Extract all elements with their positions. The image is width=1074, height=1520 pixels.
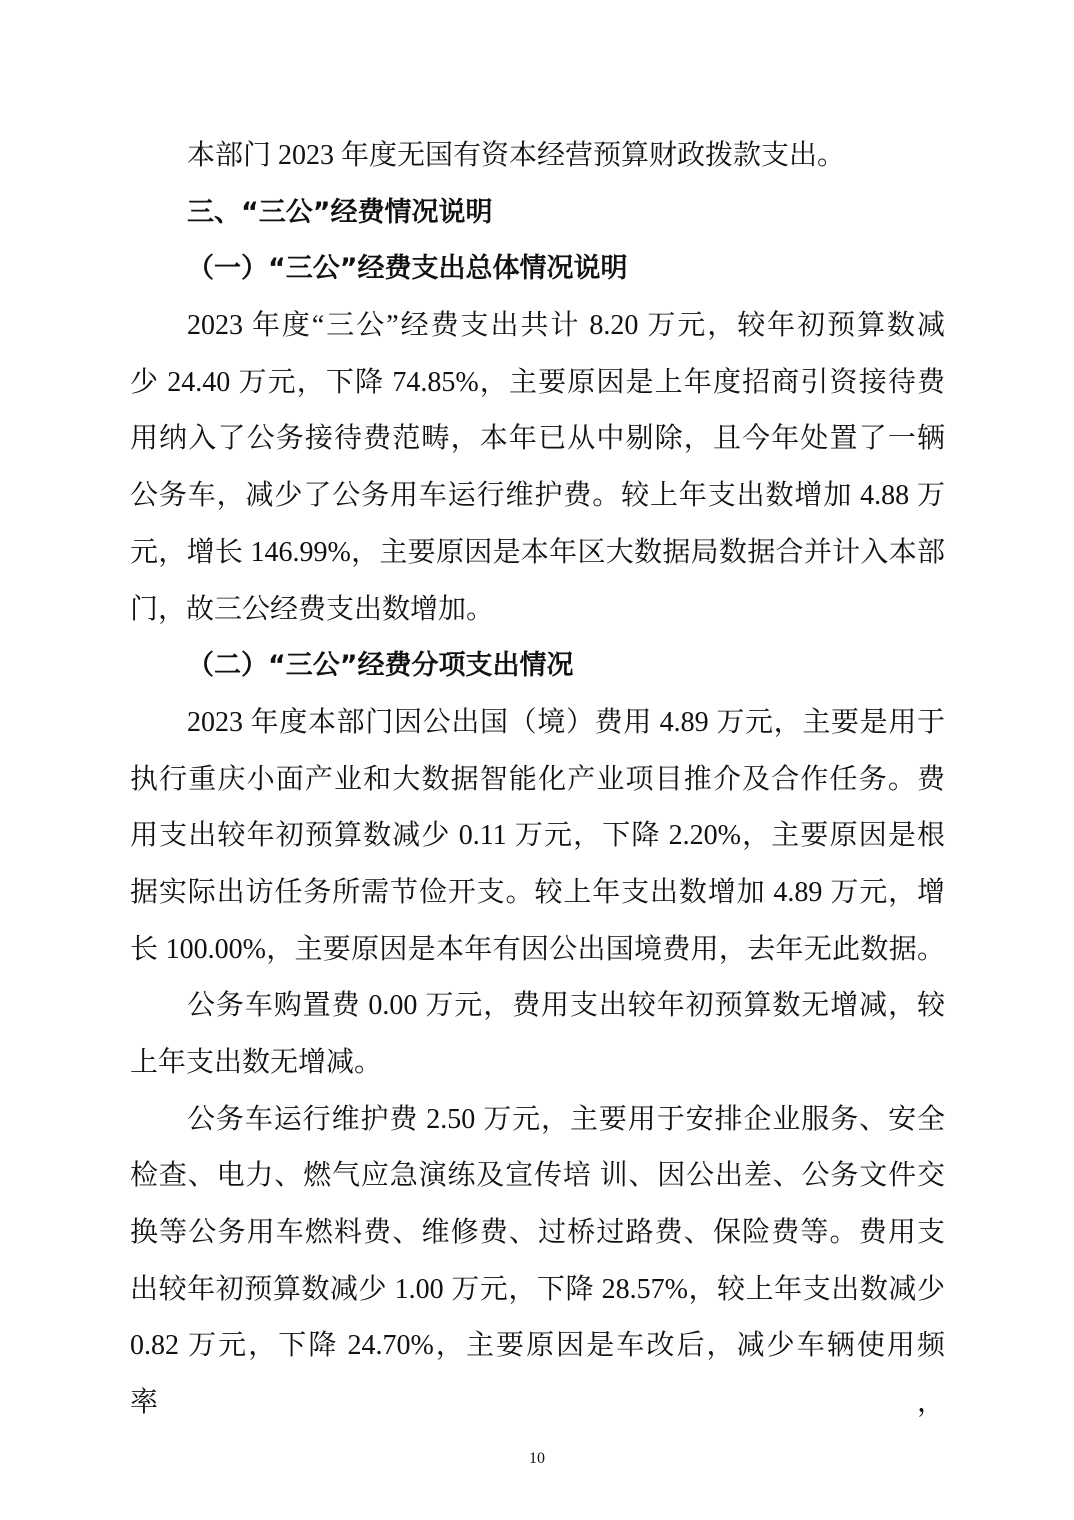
text-line: 换等公务用车燃料费、维修费、过桥过路费、保险费等。费用支 bbox=[130, 1217, 945, 1249]
text-line: 公务车，减少了公务用车运行维护费。较上年支出数增加 4.88 万 bbox=[130, 480, 945, 512]
section-heading: （二）“三公”经费分项支出情况 bbox=[187, 650, 574, 682]
text-line: 出较年初预算数减少 1.00 万元，下降 28.57%，较上年支出数减少 bbox=[130, 1273, 945, 1305]
text-line: 门，故三公经费支出数增加。 bbox=[130, 593, 495, 625]
text-line: 用支出较年初预算数减少 0.11 万元，下降 2.20%，主要原因是根 bbox=[130, 820, 945, 852]
text-line: 检查、电力、燃气应急演练及宣传培 训、因公出差、公务文件交 bbox=[130, 1160, 945, 1192]
text-line: 少 24.40 万元，下降 74.85%，主要原因是上年度招商引资接待费 bbox=[130, 366, 945, 398]
text-line: 本部门 2023 年度无国有资本经营预算财政拨款支出。 bbox=[187, 140, 846, 171]
text-line: 0.82 万元，下降 24.70%，主要原因是车改后，减少车辆使用频率， bbox=[130, 1330, 945, 1419]
text-line: 长 100.00%，主要原因是本年有因公出国境费用，去年无此数据。 bbox=[130, 933, 945, 965]
text-line: 公务车购置费 0.00 万元，费用支出较年初预算数无增减，较 bbox=[187, 990, 945, 1022]
text-line: 用纳入了公务接待费范畴，本年已从中剔除，且今年处置了一辆 bbox=[130, 423, 945, 455]
section-heading: （一）“三公”经费支出总体情况说明 bbox=[187, 253, 628, 285]
text-line: 元，增长 146.99%，主要原因是本年区大数据局数据合并计入本部 bbox=[130, 536, 945, 568]
page-number: 10 bbox=[529, 1450, 545, 1467]
section-heading: 三、“三公”经费情况说明 bbox=[187, 196, 493, 228]
document-body bbox=[130, 128, 945, 1419]
text-line: 2023 年度“三公”经费支出共计 8.20 万元，较年初预算数减 bbox=[187, 310, 945, 342]
text-line: 据实际出访任务所需节俭开支。较上年支出数增加 4.89 万元，增 bbox=[130, 876, 945, 908]
text-line: 2023 年度本部门因公出国（境）费用 4.89 万元，主要是用于 bbox=[187, 706, 945, 738]
text-line: 上年支出数无增减。 bbox=[130, 1047, 383, 1078]
text-line: 公务车运行维护费 2.50 万元，主要用于安排企业服务、安全 bbox=[187, 1103, 945, 1135]
text-line: 执行重庆小面产业和大数据智能化产业项目推介及合作任务。费 bbox=[130, 763, 945, 795]
